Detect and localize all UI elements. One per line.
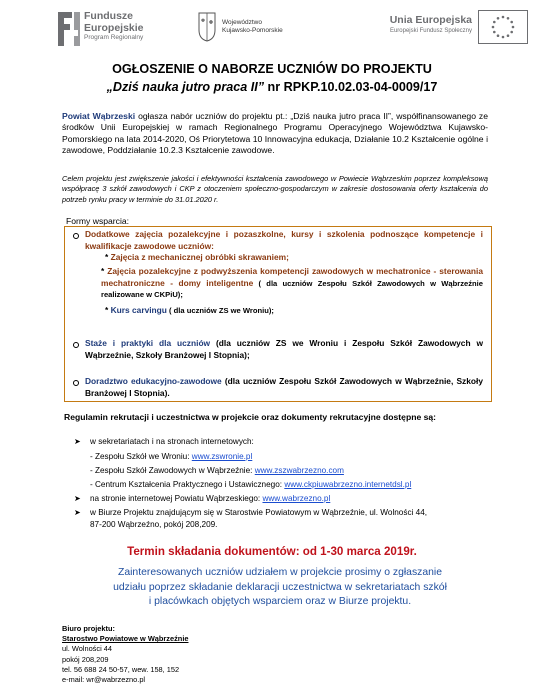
support-sub-3 <box>105 305 483 317</box>
logo-bar <box>0 0 544 56</box>
arrow-bullet-icon: ➤ <box>74 437 81 446</box>
reg-bullet-3-line1: w Biurze Projektu znajdującym się w Starostwie Powiatowym w Wąbrzeźnie, ul. Wolności 44, <box>90 508 428 517</box>
contact-address: ul. Wolności 44 <box>62 644 112 654</box>
contact-phone: tel. 56 688 24 50-57, wew. 158, 152 <box>62 664 180 674</box>
contact-title: Biuro projektu: <box>62 624 115 633</box>
support-forms-box <box>64 226 492 402</box>
fundusze-europejskie-logo <box>58 10 178 54</box>
support-item-2-title: Staże i praktyki dla uczniów <box>85 338 211 348</box>
support-sub-2-note: ( dla uczniów Zespołu Szkół Zawodowych w Wąbrzeźnie realizowane w CKPiU); <box>101 278 483 299</box>
circle-bullet-icon <box>73 342 79 348</box>
wojewodztwo-logo <box>198 12 308 52</box>
page-title: OGŁOSZENIE O NABORZE UCZNIÓW DO PROJEKTU <box>112 62 432 76</box>
contact-email: e-mail: wr@wabrzezno.pl <box>62 675 146 685</box>
circle-bullet-icon <box>73 380 79 386</box>
arrow-bullet-icon: ➤ <box>74 494 81 503</box>
project-title <box>0 80 544 94</box>
school-link[interactable]: www.ckpiuwabrzezno.internetdsl.pl <box>284 480 412 489</box>
intro-paragraph <box>62 111 488 156</box>
invite-line-3: i placówkach objętych wsparciem oraz w Biurze projektu. <box>148 596 412 608</box>
goal-paragraph: Celem projektu jest zwiększenie jakości i efektywności kształcenia zawodowego w Powiecie Wąbrzeskim poprzez kompleksową współpracę 3 szkół zawodowych i CKP z otoczeniem społeczno-gospodarczym w zakresie dostosowania oferty kształcenia do potrzeb rynku pracy w terminie do 31.01.2020 r. <box>62 174 488 204</box>
project-name: „Dziś nauka jutro praca II” <box>106 80 265 94</box>
support-sub-1 <box>105 252 483 264</box>
arrow-bullet-icon: ➤ <box>74 508 81 517</box>
support-item-2-note: (dla uczniów ZS we Wroniu i Zespołu Szkół Zawodowych w Wąbrzeźnie, Szkoły Branżowej I Stopnia); <box>85 338 483 360</box>
school-name: - Zespołu Szkół we Wroniu: <box>90 452 192 461</box>
forms-label: Formy wsparcia: <box>66 216 130 226</box>
star-bullet-icon: * <box>105 252 111 262</box>
regulations-heading: Regulamin rekrutacji i uczestnictwa w projekcie oraz dokumenty rekrutacyjne dostępne są: <box>64 412 437 422</box>
intro-text: ogłasza nabór uczniów do projektu pt.: „Dziś nauka jutro praca II”, współfinansowanego ze środków Unii Europejskiej w ramach Regionalnego Programu Operacyjnego Województwa Kujawsko-Pomorskiego na lata 2014-2020, Oś Priorytetowa 10 Innowacyjna edukacja, Działanie 10.2 Kształcenie ogólne i zawodowe, Poddziałanie 10.2.3 Kształcenie zawodowe. <box>62 111 488 155</box>
invite-line-2: udziału poprzez składanie deklaracji uczestnictwa w sekretariatach szkół <box>113 581 447 593</box>
deadline-text: Termin składania dokumentów: od 1-30 marca 2019r. <box>127 545 417 558</box>
reg-bullet-1 <box>74 437 254 448</box>
reg-bullet-3-cont: 87-200 Wąbrzeźno, pokój 208,209. <box>90 520 218 529</box>
support-sub-3-main: Kurs carvingu <box>110 305 167 315</box>
eu-flag-icon <box>478 10 528 44</box>
support-item-2 <box>85 338 483 361</box>
project-number: nr RPKP.10.02.03-04-0009/17 <box>264 80 438 94</box>
fe-line1: Fundusze <box>84 10 133 22</box>
ue-line2: Europejski Fundusz Społeczny <box>389 28 472 34</box>
wk-line2: Kujawsko-Pomorskie <box>222 27 283 35</box>
school-link[interactable]: www.zswronie.pl <box>191 452 253 461</box>
support-item-3 <box>85 376 483 399</box>
support-sub-1-text: Zajęcia z mechanicznej obróbki skrawaniem; <box>110 252 289 262</box>
school-row-2 <box>90 466 344 475</box>
fe-line3: Program Regionalny <box>84 34 144 41</box>
wk-line1: Województwo <box>222 19 262 26</box>
powiat-link[interactable]: www.wabrzezno.pl <box>262 494 331 503</box>
fe-line2: Europejskie <box>84 21 144 34</box>
crest-icon <box>198 12 216 42</box>
support-sub-3-note: ( dla uczniów ZS we Wroniu); <box>166 306 274 315</box>
support-item-3-title: Doradztwo edukacyjno-zawodowe <box>85 376 222 386</box>
star-bullet-icon: * <box>105 305 111 315</box>
star-bullet-icon: * <box>101 266 108 276</box>
contact-room: pokój 208,209 <box>62 654 109 664</box>
reg-bullet-2-text: na stronie internetowej Powiatu Wąbrzeskiego: <box>90 494 263 503</box>
support-sub-2 <box>101 266 483 301</box>
support-item-1-title: Dodatkowe zajęcia pozalekcyjne i pozaszkolne, kursy i szkolenia podnoszące kompetencje i kwalifikacje zawodowe uczniów: <box>85 229 483 251</box>
school-link[interactable]: www.zszwabrzezno.com <box>254 466 344 475</box>
intro-org: Powiat Wąbrzeski <box>62 111 136 121</box>
contact-block <box>62 624 188 685</box>
school-name: - Zespołu Szkół Zawodowych w Wąbrzeźnie: <box>90 466 255 475</box>
unia-europejska-logo <box>370 10 540 54</box>
school-row-3 <box>90 480 411 489</box>
school-row-1 <box>90 452 252 461</box>
reg-bullet-2 <box>74 494 330 505</box>
support-item-3-note: (dla uczniów Zespołu Szkół Zawodowych w Wąbrzeźnie, Szkoły Branżowej I Stopnia). <box>85 376 483 398</box>
ue-line1: Unia Europejska <box>389 14 472 26</box>
support-item-1 <box>85 229 483 252</box>
school-name: - Centrum Kształcenia Praktycznego i Ustawicznego: <box>90 480 285 489</box>
fe-mark-icon <box>58 12 80 46</box>
reg-bullet-3 <box>74 508 427 519</box>
support-sub-2-main: Zajęcia pozalekcyjne z podwyższenia kompetencji zawodowych w mechatronice - sterowania mechatroniczne - domy inteligentne <box>101 266 483 288</box>
circle-bullet-icon <box>73 233 79 239</box>
invite-line-1: Zainteresowanych uczniów udziałem w projekcie prosimy o zgłaszanie <box>118 567 442 578</box>
reg-bullet-1-text: w sekretariatach i na stronach internetowych: <box>90 437 254 446</box>
invite-paragraph <box>90 566 470 610</box>
contact-org: Starostwo Powiatowe w Wąbrzeźnie <box>62 634 189 644</box>
